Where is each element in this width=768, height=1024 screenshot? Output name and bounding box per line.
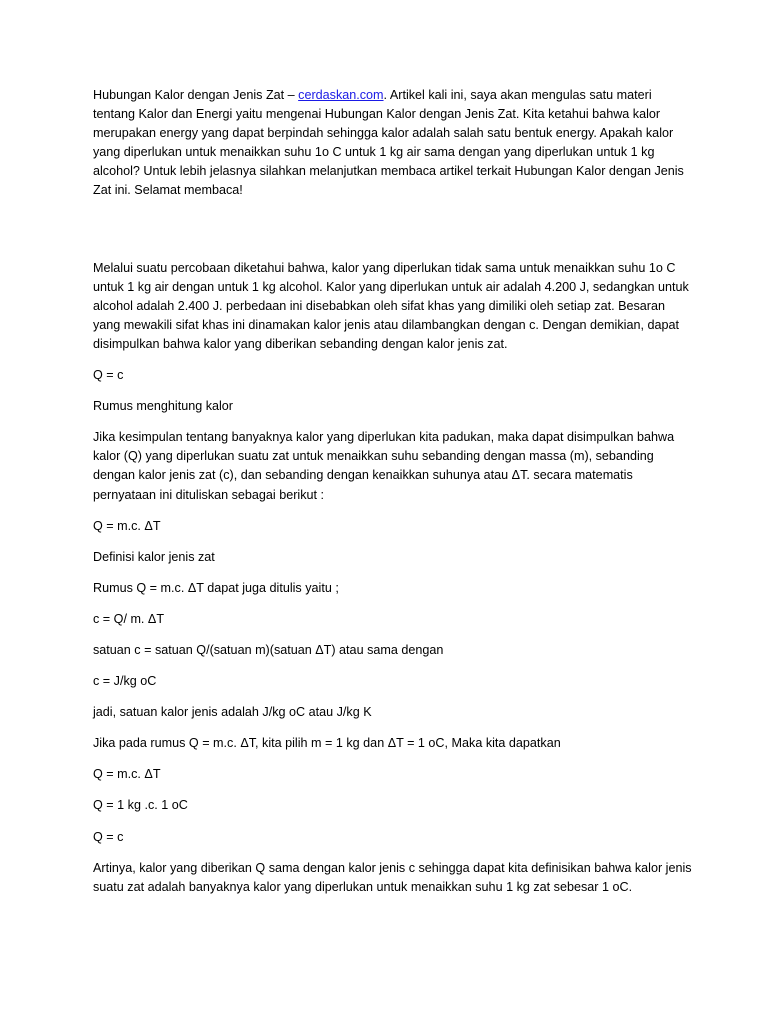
source-link[interactable]: cerdaskan.com <box>298 88 384 102</box>
paragraph-rumus-ditulis: Rumus Q = m.c. ΔT dapat juga ditulis yaitu ; <box>93 580 339 595</box>
formula-q-mc-dt: Q = m.c. ΔT <box>93 518 161 533</box>
intro-lead: Hubungan Kalor dengan Jenis Zat – <box>93 88 299 102</box>
formula-c-q-mdt: c = Q/ m. ΔT <box>93 611 165 626</box>
paragraph-percobaan: Melalui suatu percobaan diketahui bahwa, kalor yang diperlukan tidak sama untuk menaikkan suhu 1o C untuk 1 kg air dengan untuk 1 kg alcohol. Kalor yang diperlukan untuk air adalah 4.200 J, sedangkan untuk alcohol adalah 2.400 J. perbedaan ini disebabkan oleh sifat khas yang dimiliki oleh setiap zat. Besaran yang mewakili sifat khas ini dinamakan kalor jenis atau dilambangkan dengan c. Dengan demikian, dapat disimpulkan bahwa kalor yang diberikan sebanding dengan kalor jenis zat. <box>93 260 689 351</box>
document-page <box>93 86 693 897</box>
heading-definisi-kalor-jenis: Definisi kalor jenis zat <box>93 549 215 564</box>
intro-paragraph <box>93 86 693 201</box>
formula-q-1kg-c-1oc: Q = 1 kg .c. 1 oC <box>93 798 188 813</box>
paragraph-artinya: Artinya, kalor yang diberikan Q sama dengan kalor jenis c sehingga dapat kita definisikan bahwa kalor jenis suatu zat adalah banyaknya kalor yang diperlukan untuk menaikkan suhu 1 kg zat sebesar 1 oC. <box>93 860 692 894</box>
intro-rest: . Artikel kali ini, saya akan mengulas satu materi tentang Kalor dan Energi yaitu mengenai Hubungan Kalor dengan Jenis Zat. Kita ketahui bahwa kalor merupakan energy yang dapat berpindah sehingga kalor adalah salah satu bentuk energy. Apakah kalor yang diperlukan untuk menaikkan suhu 1o C untuk 1 kg air sama dengan yang diperlukan untuk 1 kg alcohol? Untuk lebih jelasnya silahkan melanjutkan membaca artikel terkait Hubungan Kalor dengan Jenis Zat ini. Selamat membaca! <box>93 88 684 198</box>
paragraph-kesimpulan: Jika kesimpulan tentang banyaknya kalor yang diperlukan kita padukan, maka dapat disimpulkan bahwa kalor (Q) yang diperlukan suatu zat untuk menaikkan suhu sebanding dengan massa (m), sebanding dengan kalor jenis zat (c), dan sebanding dengan kenaikkan suhunya atau ΔT. secara matematis pernyataan ini dituliskan sebagai berikut : <box>93 430 675 502</box>
paragraph-satuan-kalor-jenis: jadi, satuan kalor jenis adalah J/kg oC atau J/kg K <box>93 705 372 720</box>
paragraph-satuan-c: satuan c = satuan Q/(satuan m)(satuan ΔT) atau sama dengan <box>93 642 444 657</box>
heading-rumus-menghitung-kalor: Rumus menghitung kalor <box>93 399 234 414</box>
formula-q-equals-c-2: Q = c <box>93 829 124 844</box>
paragraph-jika-pada-rumus: Jika pada rumus Q = m.c. ΔT, kita pilih m = 1 kg dan ΔT = 1 oC, Maka kita dapatkan <box>93 736 561 751</box>
formula-q-equals-c: Q = c <box>93 368 124 383</box>
formula-c-jkgoc: c = J/kg oC <box>93 674 157 689</box>
formula-q-mc-dt-2: Q = m.c. ΔT <box>93 767 161 782</box>
